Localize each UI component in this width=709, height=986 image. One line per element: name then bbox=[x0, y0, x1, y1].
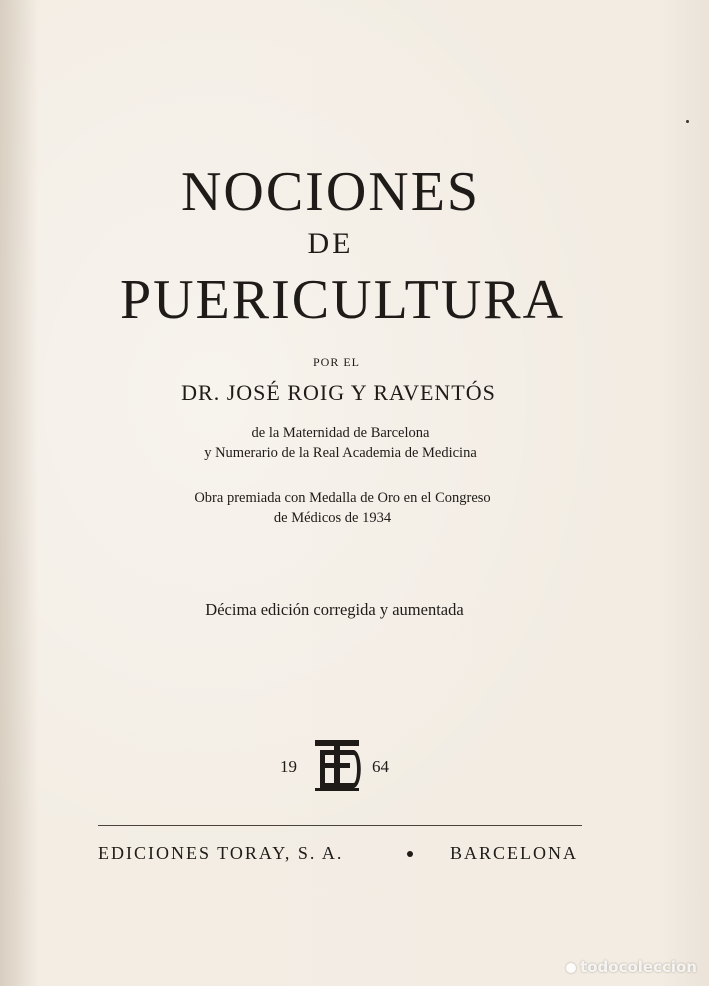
award-line-2: de Médicos de 1934 bbox=[273, 510, 392, 526]
author-name: JOSÉ ROIG Y RAVENTÓS bbox=[226, 380, 496, 405]
watermark-dot-icon bbox=[566, 963, 576, 973]
book-title-line-2: PUERICULTURA bbox=[119, 269, 566, 331]
affiliation-line-1: de la Maternidad de Barcelona bbox=[251, 425, 430, 441]
award-line-1: Obra premiada con Medalla de Oro en el Congreso bbox=[194, 490, 491, 506]
publisher-city: BARCELONA bbox=[450, 843, 579, 863]
author-line bbox=[0, 380, 693, 406]
watermark-text: todocoleccion bbox=[580, 958, 697, 976]
year-left: 19 bbox=[280, 757, 297, 776]
year-right: 64 bbox=[372, 757, 389, 776]
affiliation-line-2: y Numerario de la Real Academia de Medicina bbox=[204, 445, 477, 461]
bullet-separator bbox=[407, 851, 413, 857]
editorial-monogram-icon bbox=[311, 737, 363, 793]
author-prefix: DR. bbox=[181, 380, 221, 405]
edition-note: Décima edición corregida y aumentada bbox=[205, 600, 464, 619]
paper-speck bbox=[686, 120, 689, 123]
byline-intro: POR EL bbox=[312, 355, 360, 369]
book-title-connector: DE bbox=[307, 227, 354, 260]
imprint-rule bbox=[98, 825, 582, 826]
book-title-line-1: NOCIONES bbox=[180, 161, 481, 223]
publisher-name: EDICIONES TORAY, S. A. bbox=[98, 843, 344, 863]
watermark bbox=[566, 958, 697, 976]
